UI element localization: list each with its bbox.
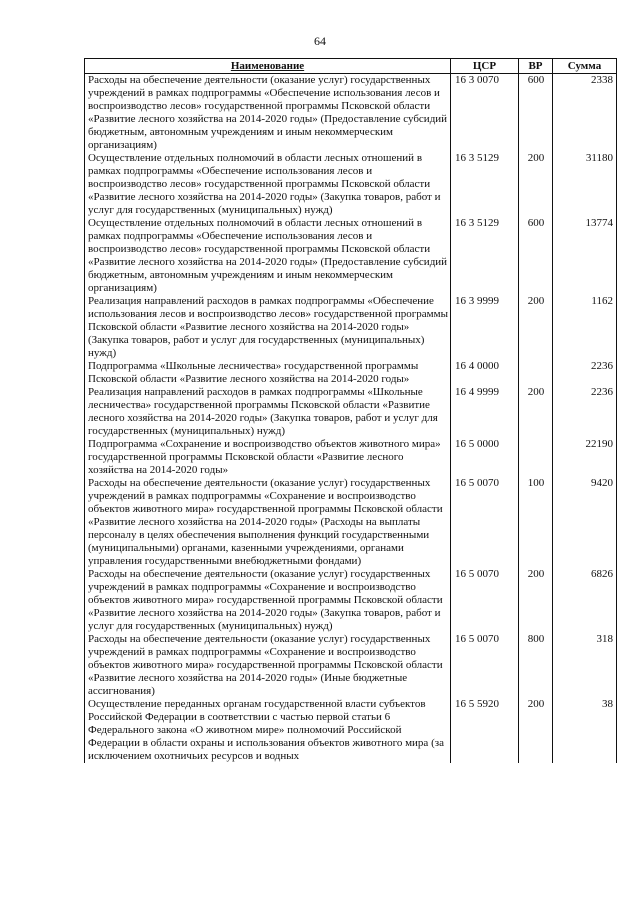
row-sum: 9420: [553, 477, 617, 568]
table-row: [85, 477, 617, 568]
budget-table: [84, 58, 617, 763]
row-name: Расходы на обеспечение деятельности (оказание услуг) государственных учреждений в рамках подпрограммы «Сохранение и воспроизводство объектов животного мира» государственной программы Псковской области «Развитие лесного хозяйства на 2014-2020 годы» (Закупка товаров, работ и услуг для государственных (муниципальных) нужд): [85, 568, 451, 633]
row-csr: 16 5 5920: [451, 698, 519, 763]
table-row: [85, 74, 617, 153]
table-row: [85, 386, 617, 438]
row-csr: 16 4 9999: [451, 386, 519, 438]
row-csr: 16 5 0070: [451, 633, 519, 698]
row-csr: 16 3 5129: [451, 217, 519, 295]
row-name: Расходы на обеспечение деятельности (оказание услуг) государственных учреждений в рамках подпрограммы «Обеспечение использования лесов и воспроизводство лесов» государственной программы Псковской области «Развитие лесного хозяйства на 2014-2020 годы» (Предоставление субсидий бюджетным, автономным учреждениям и иным некоммерческим организациям): [85, 74, 451, 153]
row-sum: 22190: [553, 438, 617, 477]
row-name: Реализация направлений расходов в рамках подпрограммы «Школьные лесничества» государственной программы Псковской области «Развитие лесного хозяйства на 2014-2020 годы» (Закупка товаров, работ и услуг для государственных (муниципальных) нужд): [85, 386, 451, 438]
row-sum: 2236: [553, 360, 617, 386]
row-sum: 2236: [553, 386, 617, 438]
row-vr: 600: [519, 217, 553, 295]
row-sum: 31180: [553, 152, 617, 217]
row-vr: 200: [519, 152, 553, 217]
column-header-csr: ЦСР: [451, 59, 519, 74]
column-header-vr: ВР: [519, 59, 553, 74]
row-name: Подпрограмма «Сохранение и воспроизводство объектов животного мира» государственной программы Псковской области «Развитие лесного хозяйства на 2014-2020 годы»: [85, 438, 451, 477]
row-name: Осуществление отдельных полномочий в области лесных отношений в рамках подпрограммы «Обеспечение использования лесов и воспроизводство лесов» государственной программы Псковской области «Развитие лесного хозяйства на 2014-2020 годы» (Закупка товаров, работ и услуг для государственных (муниципальных) нужд): [85, 152, 451, 217]
row-vr: [519, 360, 553, 386]
row-name: Осуществление отдельных полномочий в области лесных отношений в рамках подпрограммы «Обеспечение использования лесов и воспроизводство лесов» государственной программы Псковской области «Развитие лесного хозяйства на 2014-2020 годы» (Предоставление субсидий бюджетным, автономным учреждениям и иным некоммерческим организациям): [85, 217, 451, 295]
row-csr: 16 5 0070: [451, 568, 519, 633]
row-sum: 318: [553, 633, 617, 698]
row-csr: 16 3 0070: [451, 74, 519, 153]
row-name: Осуществление переданных органам государственной власти субъектов Российской Федерации в соответствии с частью первой статьи 6 Федерального закона «О животном мире» полномочий Российской Федерации в области охраны и использования объектов животного мира (за исключением охотничьих ресурсов и водных: [85, 698, 451, 763]
page-number: 64: [314, 34, 326, 48]
row-name: Реализация направлений расходов в рамках подпрограммы «Обеспечение использования лесов и воспроизводство лесов» государственной программы Псковской области «Развитие лесного хозяйства на 2014-2020 годы» (Закупка товаров, работ и услуг для государственных (муниципальных) нужд): [85, 295, 451, 360]
row-name: Расходы на обеспечение деятельности (оказание услуг) государственных учреждений в рамках подпрограммы «Сохранение и воспроизводство объектов животного мира» государственной программы Псковской области «Развитие лесного хозяйства на 2014-2020 годы» (Иные бюджетные ассигнования): [85, 633, 451, 698]
row-vr: 200: [519, 386, 553, 438]
table-row: [85, 360, 617, 386]
row-vr: 100: [519, 477, 553, 568]
row-sum: 6826: [553, 568, 617, 633]
row-vr: 800: [519, 633, 553, 698]
row-vr: 600: [519, 74, 553, 153]
row-csr: 16 5 0070: [451, 477, 519, 568]
row-vr: 200: [519, 295, 553, 360]
row-name: Расходы на обеспечение деятельности (оказание услуг) государственных учреждений в рамках подпрограммы «Сохранение и воспроизводство объектов животного мира» государственной программы Псковской области «Развитие лесного хозяйства на 2014-2020 годы» (Расходы на выплаты персоналу в целях обеспечения выполнения функций государственными (муниципальными) органами, казенными учреждениями, органами управления государственными внебюджетными фондами): [85, 477, 451, 568]
row-vr: 200: [519, 568, 553, 633]
table-row: [85, 295, 617, 360]
row-csr: 16 3 9999: [451, 295, 519, 360]
column-header-name: Наименование: [85, 59, 451, 74]
row-csr: 16 4 0000: [451, 360, 519, 386]
column-header-sum: Сумма: [553, 59, 617, 74]
row-vr: 200: [519, 698, 553, 763]
table-row: [85, 152, 617, 217]
row-csr: 16 5 0000: [451, 438, 519, 477]
row-csr: 16 3 5129: [451, 152, 519, 217]
table-row: [85, 438, 617, 477]
row-sum: 1162: [553, 295, 617, 360]
row-vr: [519, 438, 553, 477]
table-row: [85, 698, 617, 763]
row-sum: 38: [553, 698, 617, 763]
table-row: [85, 633, 617, 698]
row-sum: 13774: [553, 217, 617, 295]
table-row: [85, 217, 617, 295]
row-sum: 2338: [553, 74, 617, 153]
table-row: [85, 568, 617, 633]
table-header-row: [85, 59, 617, 74]
row-name: Подпрограмма «Школьные лесничества» государственной программы Псковской области «Развитие лесного хозяйства на 2014-2020 годы»: [85, 360, 451, 386]
